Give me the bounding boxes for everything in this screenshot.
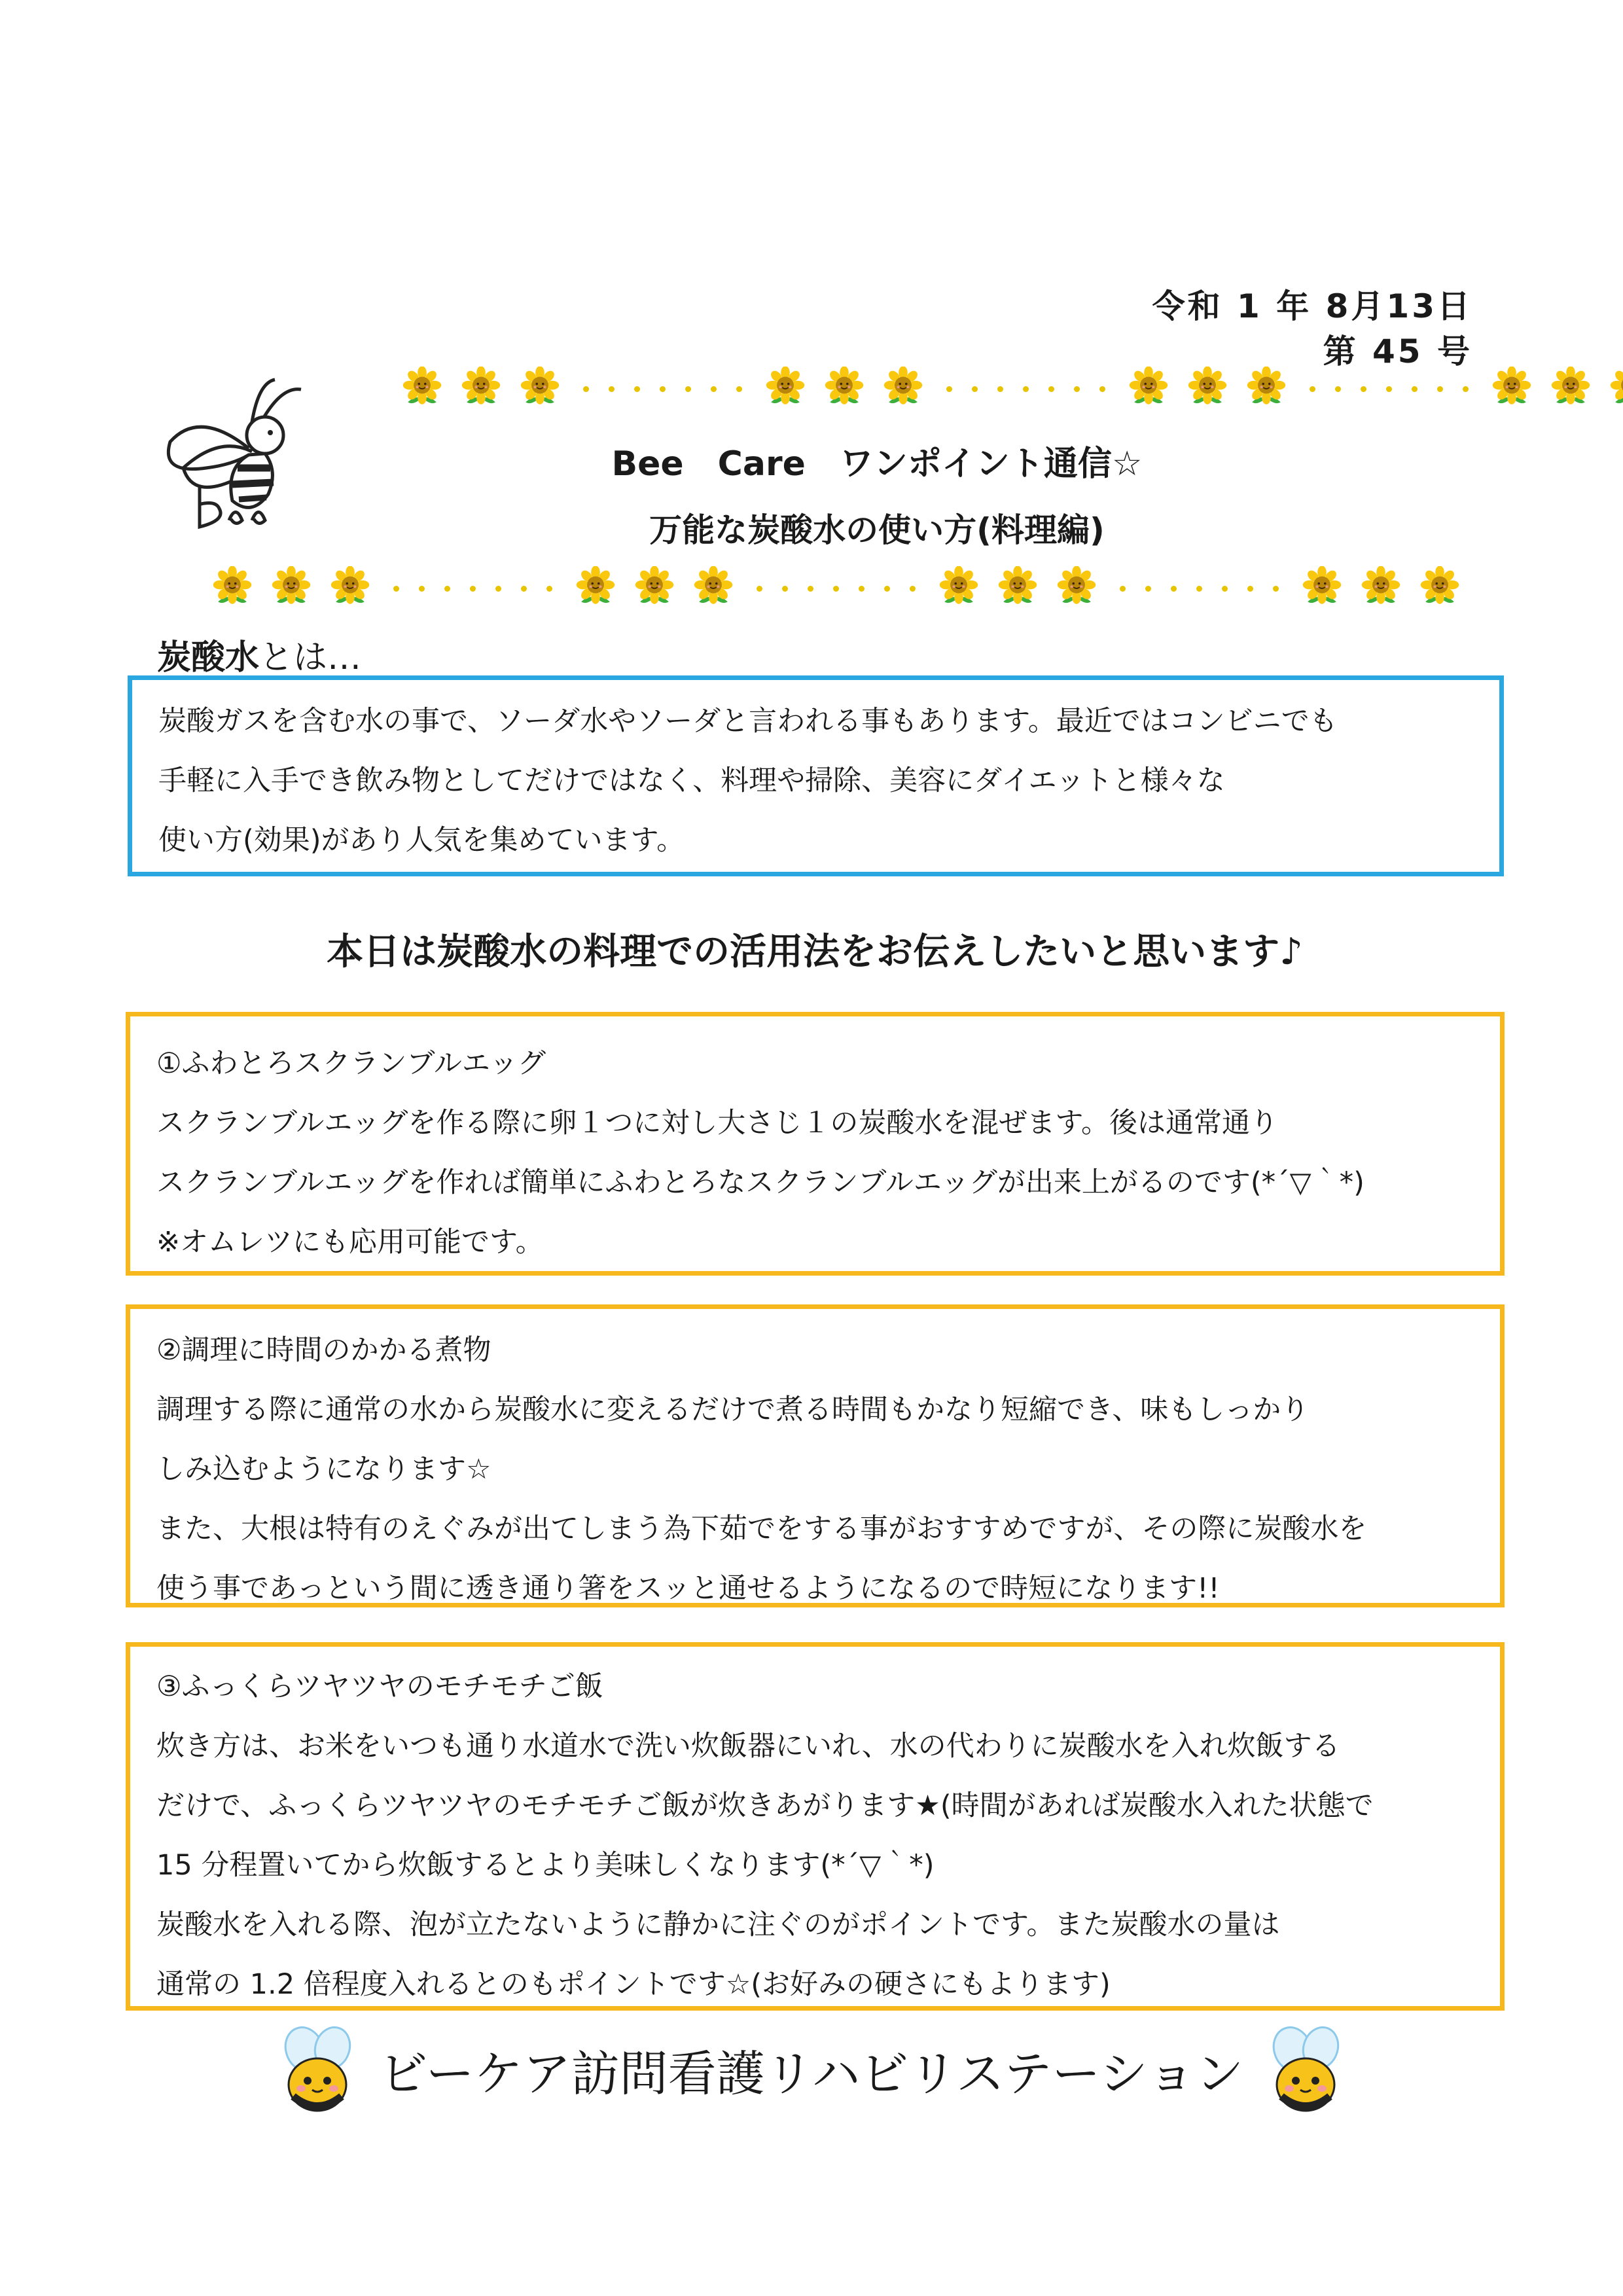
sunflower-icon bbox=[1300, 566, 1344, 611]
section-title: ③ふっくらツヤツヤのモチモチご飯 bbox=[156, 1670, 603, 1703]
intro-line: 手軽に入手でき飲み物としてだけではなく、料理や掃除、美容にダイエットと様々な bbox=[158, 764, 1225, 797]
dot-divider bbox=[747, 586, 925, 592]
sunflower-icon bbox=[400, 367, 444, 411]
intro-box bbox=[128, 675, 1504, 876]
sunflower-icon bbox=[269, 566, 313, 611]
sunflower-icon bbox=[459, 367, 503, 411]
dot-divider bbox=[1110, 586, 1289, 592]
dot-divider bbox=[1300, 386, 1478, 392]
section-title: ②調理に時間のかかる煮物 bbox=[156, 1334, 491, 1367]
sunflower-border-bottom bbox=[203, 566, 1469, 611]
section-line: 炊き方は、お米をいつも通り水道水で洗い炊飯器にいれ、水の代わりに炭酸水を入れ炊飯する bbox=[156, 1730, 1340, 1763]
sunflower-icon bbox=[763, 367, 808, 411]
intro-heading-rest: とは… bbox=[259, 638, 362, 677]
sunflower-icon bbox=[881, 367, 925, 411]
section-line: 通常の 1.2 倍程度入れるとのもポイントです☆(お好みの硬さにもよります) bbox=[156, 1968, 1111, 2001]
sunflower-icon bbox=[822, 367, 866, 411]
sunflower-icon bbox=[1244, 367, 1289, 411]
sunflower-icon bbox=[518, 367, 562, 411]
newsletter-subtitle: 万能な炭酸水の使い方(料理編) bbox=[649, 511, 1105, 549]
sunflower-icon bbox=[1185, 367, 1230, 411]
sunflower-icon bbox=[1548, 367, 1593, 411]
bee-icon bbox=[1263, 2024, 1348, 2116]
dot-divider bbox=[936, 386, 1115, 392]
section-line: また、大根は特有のえぐみが出てしまう為下茹でをする事がおすすめですが、その際に炭酸水を bbox=[156, 1513, 1367, 1545]
section-box-2 bbox=[126, 1304, 1505, 1607]
issue-date: 令和 1 年 8月13日 bbox=[1152, 287, 1472, 325]
sunflower-icon bbox=[1607, 367, 1623, 411]
sunflower-icon bbox=[1489, 367, 1534, 411]
section-line: しみ込むようになります☆ bbox=[156, 1453, 491, 1486]
sunflower-icon bbox=[1359, 566, 1403, 611]
sunflower-icon bbox=[210, 566, 255, 611]
sunflower-icon bbox=[691, 566, 736, 611]
intro-heading bbox=[157, 630, 361, 679]
section-line: 炭酸水を入れる際、泡が立たないように静かに注ぐのがポイントです。また炭酸水の量は bbox=[156, 1909, 1280, 1941]
intro-line: 炭酸ガスを含む水の事で、ソーダ水やソーダと言われる事もあります。最近ではコンビニでも bbox=[158, 705, 1338, 738]
lead-message: 本日は炭酸水の料理での活用法をお伝えしたいと思います♪ bbox=[327, 931, 1303, 973]
sunflower-icon bbox=[1418, 566, 1462, 611]
intro-heading-bold: 炭酸水 bbox=[157, 638, 260, 677]
section-line: 15 分程置いてから炊飯するとより美味しくなります(*´▽｀*) bbox=[156, 1849, 935, 1882]
section-line: 使う事であっという間に透き通り箸をスッと通せるようになるので時短になります!! bbox=[156, 1572, 1220, 1605]
section-line: だけで、ふっくらツヤツヤのモチモチご飯が炊きあがります★(時間があれば炭酸水入れた状態で bbox=[156, 1789, 1374, 1822]
sunflower-icon bbox=[936, 566, 981, 611]
newsletter-title: Bee Care ワンポイント通信☆ bbox=[611, 444, 1143, 484]
bee-icon bbox=[275, 2024, 360, 2116]
dot-divider bbox=[573, 386, 752, 392]
sunflower-icon bbox=[328, 566, 372, 611]
section-box-1 bbox=[126, 1012, 1505, 1276]
section-title: ①ふわとろスクランブルエッグ bbox=[156, 1047, 546, 1080]
section-line: スクランブルエッグを作れば簡単にふわとろなスクランブルエッグが出来上がるのです(*´▽｀*) bbox=[156, 1166, 1364, 1199]
section-line: スクランブルエッグを作る際に卵１つに対し大さじ１の炭酸水を混ぜます。後は通常通り bbox=[156, 1107, 1278, 1139]
section-line: 調理する際に通常の水から炭酸水に変えるだけで煮る時間もかなり短縮でき、味もしっかり bbox=[156, 1393, 1310, 1426]
sunflower-icon bbox=[632, 566, 677, 611]
footer bbox=[0, 2021, 1623, 2119]
sunflower-border-top bbox=[393, 367, 1623, 411]
sunflower-icon bbox=[1054, 566, 1099, 611]
sunflower-icon bbox=[1126, 367, 1171, 411]
intro-line: 使い方(効果)があり人気を集めています。 bbox=[158, 824, 685, 857]
station-name: ビーケア訪問看護リハビリステーション bbox=[379, 2046, 1244, 2102]
section-line: ※オムレツにも応用可能です。 bbox=[156, 1226, 544, 1259]
sunflower-icon bbox=[995, 566, 1040, 611]
dot-divider bbox=[383, 586, 562, 592]
section-box-3 bbox=[126, 1642, 1505, 2011]
sunflower-icon bbox=[573, 566, 618, 611]
issue-number: 第 45 号 bbox=[1323, 332, 1472, 370]
